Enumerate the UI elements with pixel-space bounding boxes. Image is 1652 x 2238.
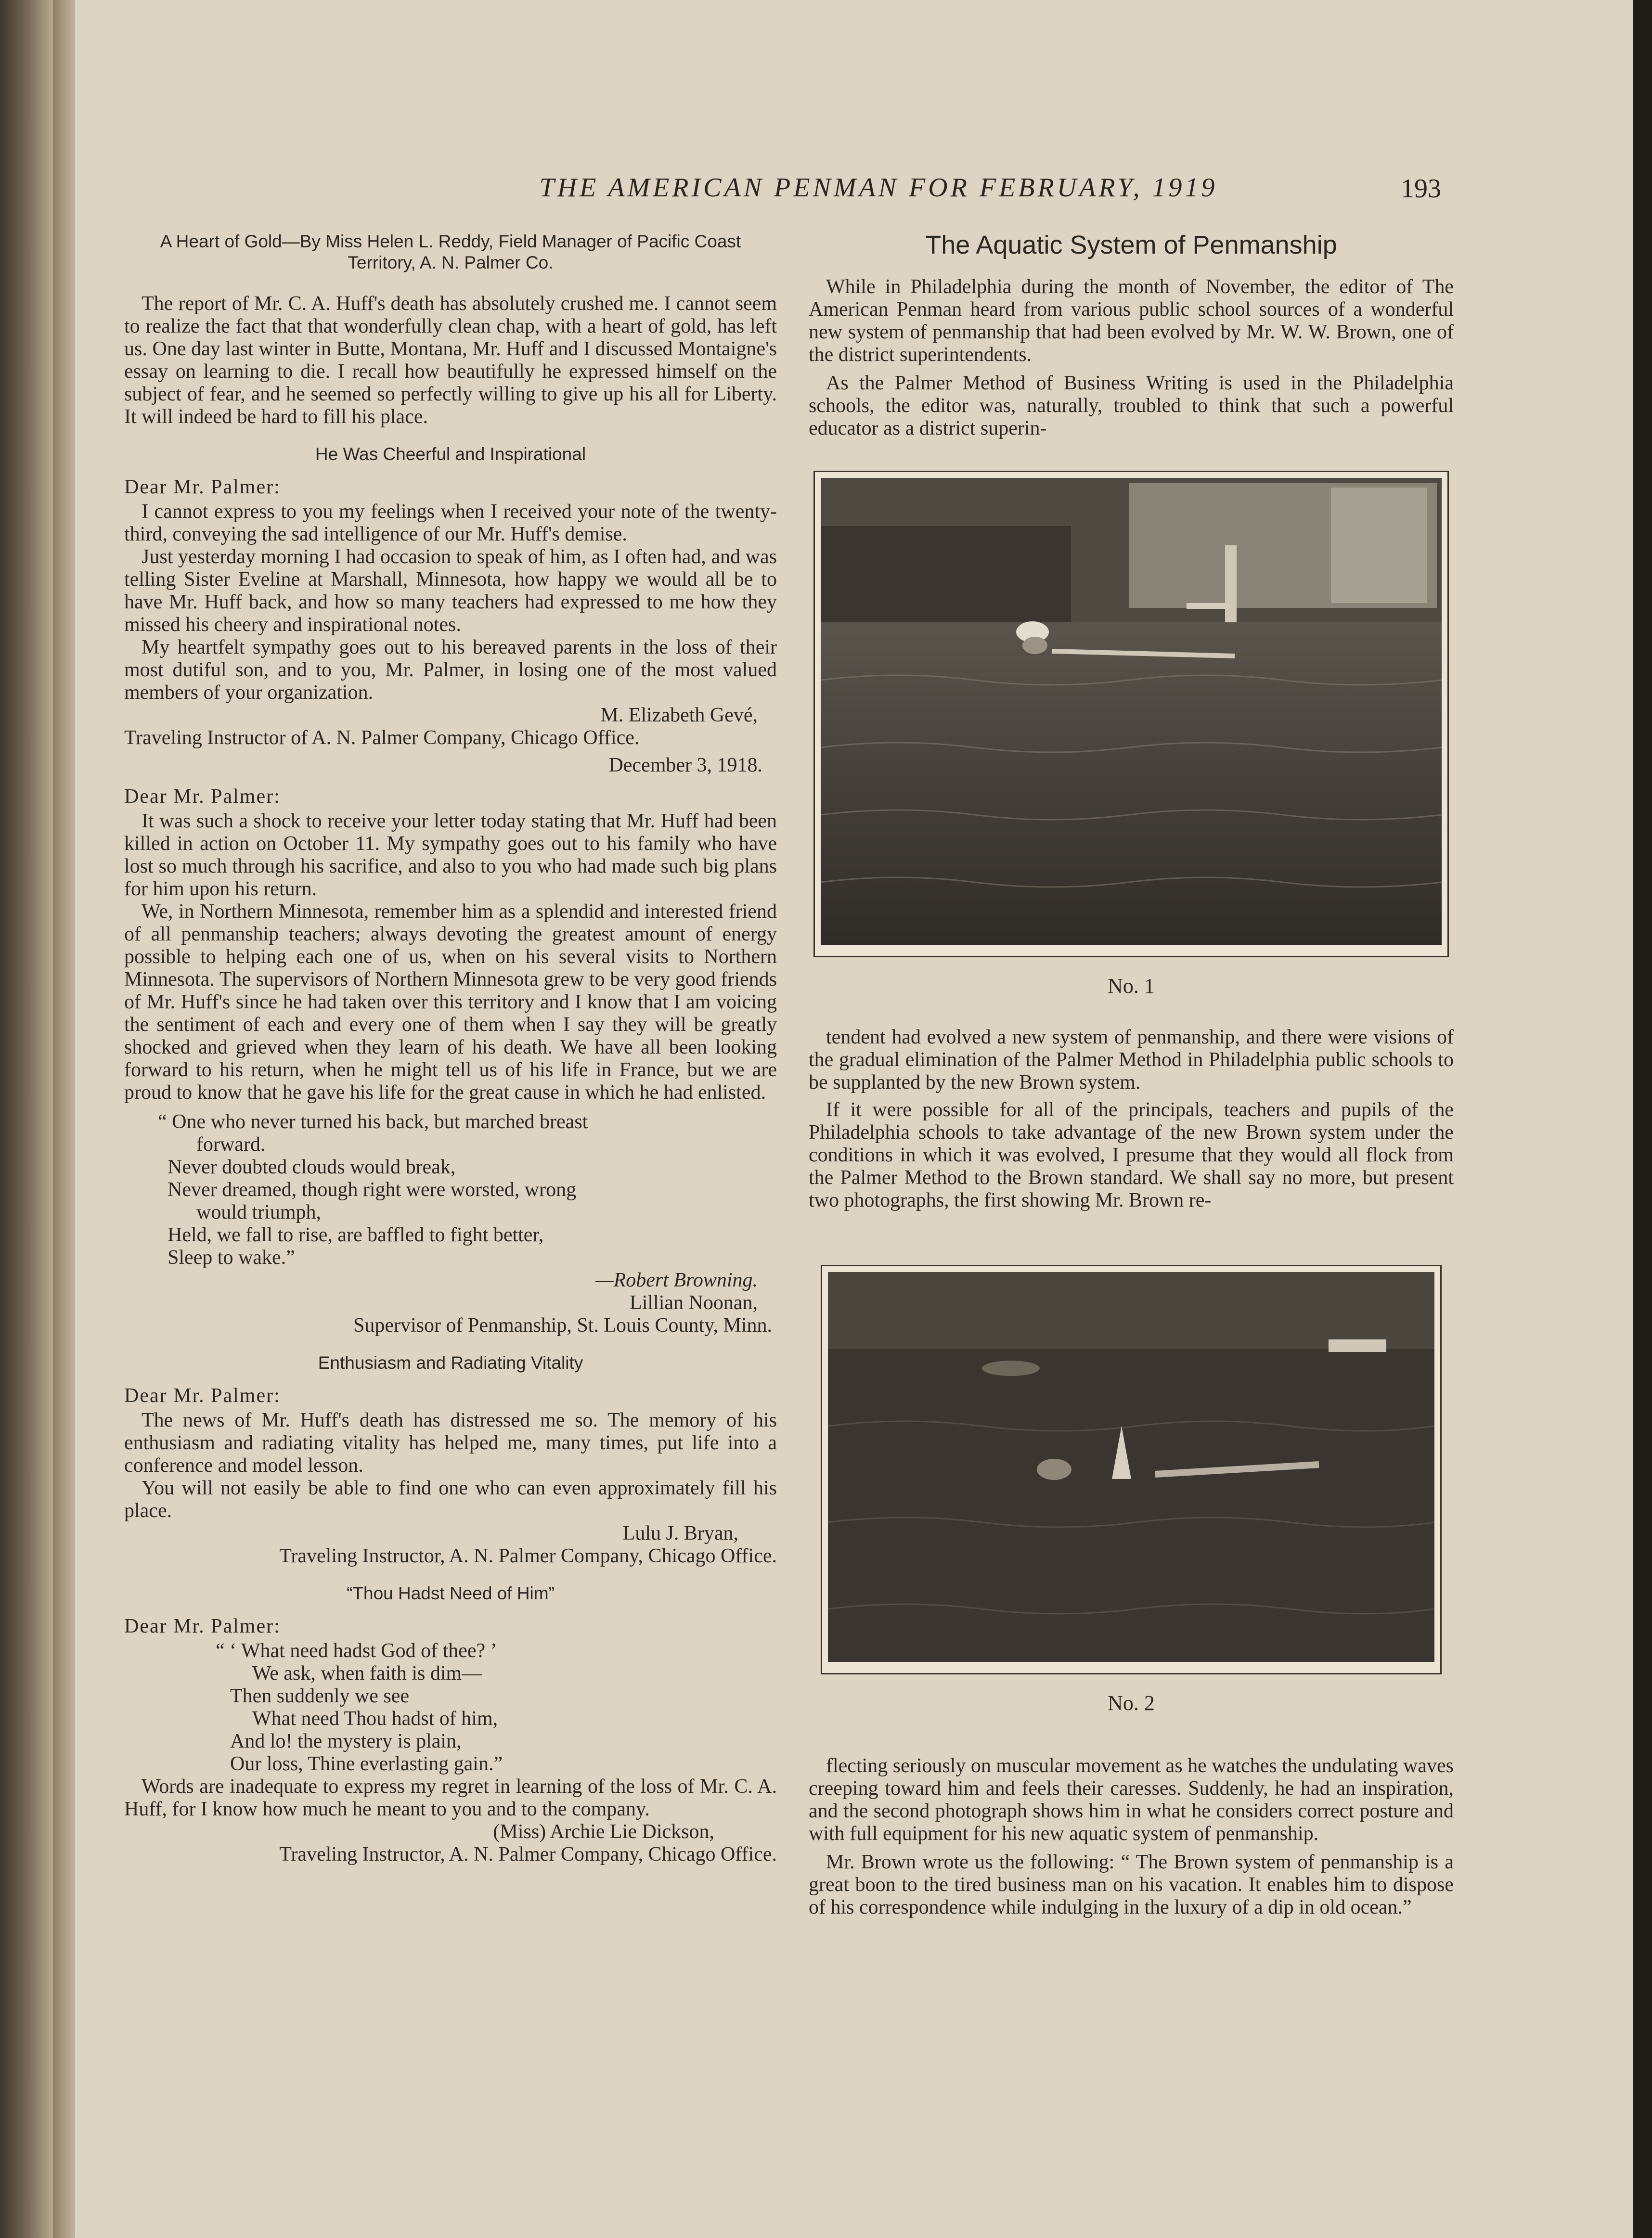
photo-2 xyxy=(821,1265,1442,1674)
poem-attribution: —Robert Browning. xyxy=(595,1269,758,1291)
section-heading-2: Enthusiasm and Radiating Vitality xyxy=(318,1353,583,1373)
paragraph: If it were possible for all of the principals, teachers and pupils of the Philadelphia schools to take advantage of the new Brown system under the conditions in which it was evolved, I presume that they would all flock from the Palmer Method to the Brown standard. We shall say no more, but present two photographs, the first showing Mr. Brown re- xyxy=(809,1099,1454,1211)
signature-title: Supervisor of Penmanship, St. Louis County, Minn. xyxy=(353,1314,772,1337)
salutation: Dear Mr. Palmer: xyxy=(124,785,281,808)
signature-name: Lulu J. Bryan, xyxy=(622,1522,738,1544)
scan-border xyxy=(1633,0,1652,2238)
page-number: 193 xyxy=(1401,174,1441,204)
paragraph: flecting seriously on muscular movement as he watches the undulating waves creeping toward him and feels their caresses. Suddenly, he had an inspiration, and the second photograph shows him in what he considers correct posture and with full equipment for his new aquatic system of penmanship. xyxy=(809,1755,1454,1845)
signature-title: Traveling Instructor, A. N. Palmer Company, Chicago Office. xyxy=(279,1843,777,1865)
paragraph: tendent had evolved a new system of penmanship, and there were visions of the gradual elimination of the Palmer Method in Philadelphia public schools to be supplanted by the new Brown system. xyxy=(809,1026,1454,1093)
section-heading-3: “Thou Hadst Need of Him” xyxy=(347,1583,555,1603)
poem-line: “ One who never turned his back, but marched breast xyxy=(158,1111,588,1133)
poem-line: Never doubted clouds would break, xyxy=(168,1156,456,1178)
signature-title: Traveling Instructor of A. N. Palmer Company, Chicago Office. xyxy=(124,727,640,749)
paragraph: Words are inadequate to express my regret in learning of the loss of Mr. C. A. Huff, for I know how much he meant to you and to the company. xyxy=(124,1775,777,1820)
paragraph: As the Palmer Method of Business Writing is used in the Philadelphia schools, the editor was, naturally, troubled to think that such a powerful educator as a district superin- xyxy=(809,372,1454,439)
intro-title: A Heart of Gold—By Miss Helen L. Reddy, Field Manager of Pacific Coast Territory, A. N. Palmer Co. xyxy=(160,232,741,272)
previous-page-edge xyxy=(0,0,53,2238)
right-column xyxy=(809,231,1454,1919)
paragraph: While in Philadelphia during the month of November, the editor of The American Penman heard from various public school sources of a wonderful new system of penmanship that had been evolved by Mr. W. W. Brown, one of the district superintendents. xyxy=(809,276,1454,366)
swimmer-photo xyxy=(821,478,1442,945)
paragraph: Just yesterday morning I had occasion to speak of him, as I often had, and was telling Sister Eveline at Marshall, Minnesota, how happy we would all be to have Mr. Huff back, and how so many teachers had expressed to me how they missed his cheery and inspirational notes. xyxy=(124,546,777,636)
salutation: Dear Mr. Palmer: xyxy=(124,476,281,498)
left-column xyxy=(124,231,777,1866)
poem-line: Held, we fall to rise, are baffled to fight better, xyxy=(168,1224,544,1246)
salutation: Dear Mr. Palmer: xyxy=(124,1615,281,1637)
poem-line: What need Thou hadst of him, xyxy=(252,1708,498,1730)
letter-date: December 3, 1918. xyxy=(608,754,762,776)
signature-title: Traveling Instructor, A. N. Palmer Company, Chicago Office. xyxy=(279,1545,777,1567)
poem-quote xyxy=(124,1640,777,1775)
poem-line: And lo! the mystery is plain, xyxy=(230,1730,462,1752)
paragraph: You will not easily be able to find one who can even approximately fill his place. xyxy=(124,1477,777,1522)
poem-line: Then suddenly we see xyxy=(230,1685,410,1707)
paragraph: We, in Northern Minnesota, remember him as a splendid and interested friend of all penmanship teachers; always devoting the greatest amount of energy possible to helping each one of us, when on his several visits to Northern Minnesota. The supervisors of Northern Minnesota grew to be very good friends of Mr. Huff's since he had taken over this territory and I know that I am voicing the sentiment of each and every one of them when I say they will be greatly shocked and grieved when they learn of his death. We have all been looking forward to his return, when he might tell us of his life in France, but we are proud to know that he gave his life for the great cause in which he had enlisted. xyxy=(124,900,777,1104)
poem-line: forward. xyxy=(196,1133,266,1156)
salutation: Dear Mr. Palmer: xyxy=(124,1385,281,1407)
photo-1-caption: No. 1 xyxy=(1108,974,1155,998)
signature-name: Lillian Noonan, xyxy=(630,1292,758,1314)
poem-quote xyxy=(124,1111,777,1269)
photo-2-caption: No. 2 xyxy=(1108,1691,1155,1715)
binding-gutter xyxy=(53,0,75,2238)
paragraph: It was such a shock to receive your letter today stating that Mr. Huff had been killed in action on October 11. My sympathy goes out to his family who have lost so much through his sacrifice, and also to you who had made such big plans for him upon his return. xyxy=(124,810,777,900)
paragraph: I cannot express to you my feelings when I received your note of the twenty-third, conveying the sad intelligence of our Mr. Huff's demise. xyxy=(124,501,777,545)
article-title: The Aquatic System of Penmanship xyxy=(925,231,1337,259)
intro-paragraph: The report of Mr. C. A. Huff's death has absolutely crushed me. I cannot seem to realize the fact that that wonderfully clean chap, with a heart of gold, has left us. One day last winter in Butte, Montana, Mr. Huff and I discussed Montaigne's essay on learning to die. I recall how beautifully he expressed himself on the subject of fear, and he seemed so perfectly willing to give up his all for Liberty. It will indeed be hard to fill his place. xyxy=(124,293,777,428)
section-heading-1: He Was Cheerful and Inspirational xyxy=(315,444,586,464)
running-header: THE AMERICAN PENMAN FOR FEBRUARY, 1919 xyxy=(539,173,1218,203)
poem-line: Never dreamed, though right were worsted, wrong xyxy=(168,1179,577,1201)
swimmer-writing-photo xyxy=(828,1272,1434,1662)
poem-line: would triumph, xyxy=(196,1201,321,1223)
signature-name: (Miss) Archie Lie Dickson, xyxy=(493,1821,714,1843)
poem-line: Our loss, Thine everlasting gain.” xyxy=(230,1753,503,1775)
poem-line: We ask, when faith is dim— xyxy=(252,1662,482,1685)
paragraph: The news of Mr. Huff's death has distressed me so. The memory of his enthusiasm and radiating vitality has helped me, many times, put life into a conference and model lesson. xyxy=(124,1409,777,1477)
paragraph: My heartfelt sympathy goes out to his bereaved parents in the loss of their most dutiful son, and to you, Mr. Palmer, in losing one of the most valued members of your organization. xyxy=(124,636,777,704)
poem-line: Sleep to wake.” xyxy=(168,1247,295,1269)
poem-line: “ ‘ What need hadst God of thee? ’ xyxy=(216,1640,497,1662)
signature-name: M. Elizabeth Gevé, xyxy=(600,704,758,726)
paragraph: Mr. Brown wrote us the following: “ The Brown system of penmanship is a great boon to the tired business man on his vacation. It enables him to dispose of his correspondence while indulging in the luxury of a dip in old ocean.” xyxy=(809,1851,1454,1918)
photo-1 xyxy=(813,471,1449,957)
